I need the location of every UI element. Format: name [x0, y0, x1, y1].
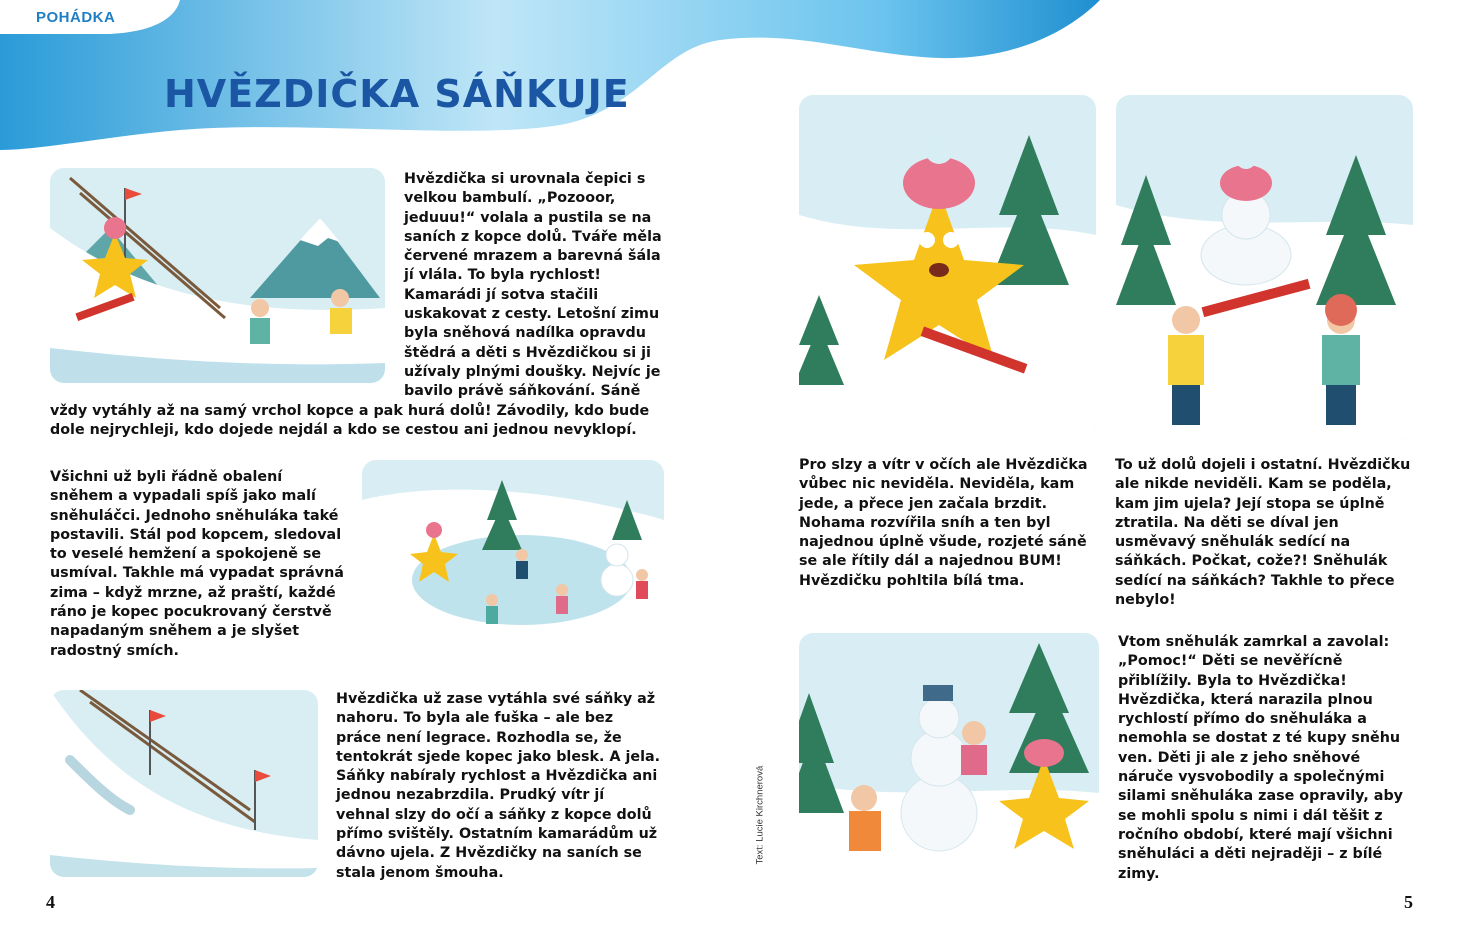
page-number-right: 5: [1404, 892, 1413, 912]
story-paragraph-6: [1118, 633, 1418, 884]
illustration-star-sledding: [50, 168, 385, 383]
paragraph-5-text: To už dolů dojeli i ostatní. Hvězdičku ale nikde neviděli. Kam se poděla, kam jim ujela? Její stopa se úplně ztratila. Na děti se díval jen usměvavý sněhulák sedící na sáňkách. Počkat, cože?! Sněhulák sedící na sáňkách? Takhle to přece nebylo!: [1115, 457, 1411, 609]
story-paragraph-1-continued: [50, 402, 670, 441]
story-paragraph-2: [50, 468, 350, 661]
story-paragraph-3: [336, 690, 662, 883]
paragraph-1-bottom-text: vždy vytáhly až na samý vrchol kopce a pak hurá dolů! Závodily, kdo bude dole nejrychleji, kdo dojede nejdál a kdo se cestou ani jednou nevyklopí.: [50, 403, 650, 439]
story-paragraph-1: [404, 170, 666, 402]
author-credit: [751, 752, 765, 872]
paragraph-2-text: Všichni už byli řádně obalení sněhem a vypadali spíš jako malí sněhuláčci. Jednoho sněhuláka také postavili. Stál pod kopcem, sledoval to veselé hemžení a spokojeně se usmíval. Takhle má vypadat správná zima – když mrzne, až praští, každé ráno je kopec pocukrovaný čerstvě napadaným sněhem a je slyšet radostný smích.: [50, 469, 344, 659]
story-paragraph-4: [799, 456, 1099, 591]
story-paragraph-5: [1115, 456, 1415, 610]
page-title: HVĚZDIČKA SÁŇKUJE: [164, 72, 630, 116]
paragraph-6-text: Vtom sněhulák zamrkal a zavolal: „Pomoc!“ Děti se nevěřícně přiblížily. Byla to Hvězdička! Hvězdička, která narazila plnou rychlostí přímo do sněhuláka a nemohla se dostat z té kupy sněhu ven. Děti ji ale z jeho sněhové náruče vysvobodily a společnými silami sněhuláka zase opravily, aby se mohli spolu s nimi i dál těšit z ročního období, které mají všichni sněhuláci a děti nejraději – z bílé zimy.: [1118, 634, 1404, 882]
illustration-empty-slope: [50, 690, 318, 877]
illustration-star-braking: [799, 95, 1096, 440]
section-label: POHÁDKA: [36, 9, 116, 26]
paragraph-4-text: Pro slzy a vítr v očích ale Hvězdička vůbec nic neviděla. Neviděla, kam jede, a přece jen začala brzdit. Nohama rozvířila sníh a ten byl najednou úplně všude, rozjeté sáně se ale řítily dál a najednou BUM! Hvězdičku pohltila bílá tma.: [799, 457, 1088, 589]
illustration-skating-snowman: [362, 460, 664, 667]
paragraph-3-text: Hvězdička už zase vytáhla své sáňky až nahoru. To byla ale fuška – ale bez práce není legrace. Rozhodla se, že tentokrát sjede kopec jako blesk. A jela. Sáňky nabíraly rychlost a Hvězdička ani jednou nezabrzdila. Prudký vítr jí vehnal slzy do očí a sáňky z kopce dolů přímo svištěly. Ostatním kamarádům už dávno ujela. Z Hvězdičky na saních se stala jenom šmouha.: [336, 691, 661, 881]
page-number-left: 4: [46, 892, 55, 912]
paragraph-1-top-text: Hvězdička si urovnala čepici s velkou bambulí. „Pozooor, jeduuu!“ volala a pustila se na saních z kopce dolů. Tváře měla červené mrazem a barevná šála jí vlála. To byla rychlost! Kamarádi jí sotva stačili uskakovat z cesty. Letošní zimu byla sněhová nadílka opravdu štědrá a děti s Hvězdičkou si ji užívaly plnými doušky. Nejvíc je bavilo právě sáňkování. Sáně: [404, 171, 662, 400]
author-credit-text: Text: Lucie Kirchnerová: [754, 765, 766, 865]
illustration-snowman-on-sled: [1116, 95, 1413, 440]
illustration-rescue: [799, 633, 1099, 877]
